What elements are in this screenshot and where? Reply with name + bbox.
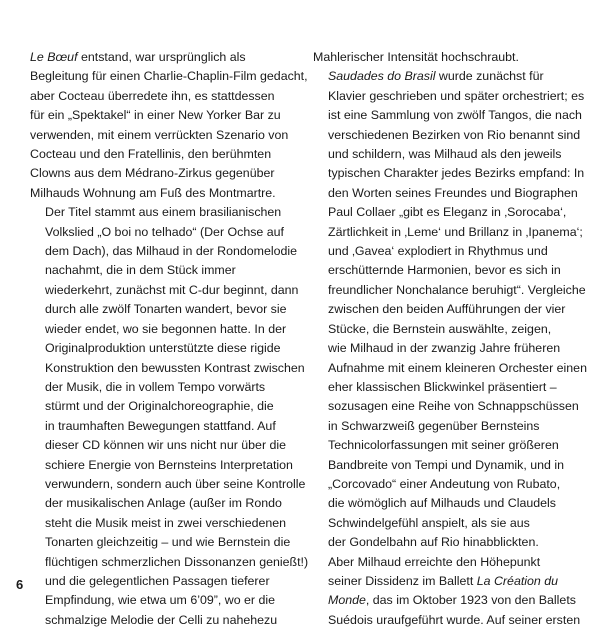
text-run: dieser CD können wir uns nicht nur über die — [45, 438, 287, 453]
text-run: Aber Milhaud erreichte den Höhepunkt — [328, 554, 541, 569]
text-run: zwischen den beiden Aufführungen der vier — [328, 302, 566, 317]
text-run: ist eine Sammlung von zwölf Tangos, die nach — [328, 108, 582, 123]
text-line — [313, 300, 573, 319]
text-run: flüchtigen schmerzlichen Dissonanzen genießt!) — [45, 554, 309, 569]
text-line — [30, 300, 290, 319]
text-line — [313, 261, 573, 280]
paragraph-le-boeuf — [30, 48, 308, 203]
text-run: , das im Oktober 1923 von den Ballets — [365, 593, 576, 608]
italic-title: La Création du — [476, 573, 559, 588]
text-line — [313, 475, 573, 494]
text-line — [30, 378, 290, 397]
text-run: wieder endet, wo sie begonnen hatte. In der — [45, 321, 287, 336]
text-line — [30, 533, 290, 552]
text-run: verschiedenen Bezirken von Rio benannt sind — [328, 127, 581, 142]
text-run: Tonarten gleichzeitig – und wie Bernstein die — [45, 535, 291, 550]
text-run: Volkslied „O boi no telhado“ (Der Ochse auf — [45, 224, 284, 239]
paragraph-titel — [30, 203, 309, 630]
text-run: Milhauds Wohnung am Fuß des Montmartre. — [30, 185, 276, 200]
text-line — [313, 553, 573, 572]
paragraph-continuation — [313, 48, 573, 67]
text-run: Suédois uraufgeführt wurde. Auf seiner ersten — [328, 612, 581, 627]
text-line — [313, 48, 573, 67]
text-run: typischen Charakter jedes Bezirks empfand: In — [328, 166, 585, 181]
text-line — [313, 514, 573, 533]
text-line — [30, 494, 290, 513]
text-line — [313, 494, 573, 513]
text-run: nachahmt, die in dem Stück immer — [45, 263, 236, 278]
text-line — [30, 359, 305, 378]
text-line — [30, 456, 293, 475]
text-run: entstand, war ursprünglich als — [77, 50, 246, 64]
text-run: Begleitung für einen Charlie-Chaplin-Film gedacht, — [30, 69, 308, 84]
italic-title: Le Bœuf — [30, 50, 78, 64]
text-run: dem Dach), das Milhaud in der Rondomelodie — [45, 244, 298, 259]
text-run: den Worten seines Freundes und Biographen — [328, 185, 578, 200]
text-line — [313, 145, 573, 164]
text-run: Zärtlichkeit in ‚Leme‘ und Brillanz in ‚Ipanema‘; — [328, 224, 583, 239]
text-run: in traumhaften Bewegungen stattfand. Auf — [45, 418, 276, 433]
text-line — [313, 67, 573, 86]
italic-title: Monde — [328, 593, 366, 608]
text-line — [30, 417, 290, 436]
text-run: seiner Dissidenz im Ballett — [328, 573, 477, 588]
text-line — [30, 145, 290, 164]
text-run: und ‚Gavea‘ explodiert in Rhythmus und — [328, 244, 548, 259]
text-line — [30, 591, 290, 610]
text-line — [30, 184, 290, 203]
text-line — [313, 106, 582, 125]
text-run: schmalzige Melodie der Celli zu nahehezu — [45, 612, 278, 627]
text-line — [30, 475, 306, 494]
text-run: Empfindung, wie etwa um 6’09”, wo er die — [45, 593, 276, 608]
italic-title: Saudades do Brasil — [328, 69, 436, 84]
text-run: verwundern, sondern auch über seine Kontrolle — [45, 476, 306, 491]
text-run: Schwindelgefühl anspielt, als sie aus — [328, 515, 530, 530]
text-run: Technicolorfassungen mit seiner größeren — [328, 438, 559, 453]
text-run: stürmt und der Originalchoreographie, die — [45, 399, 274, 414]
right-column — [313, 48, 587, 630]
text-line — [30, 126, 290, 145]
text-run: Bandbreite von Tempi und Dynamik, und in — [328, 457, 565, 472]
text-run: steht die Musik meist in zwei verschiedenen — [45, 515, 287, 530]
text-run: die wömöglich auf Milhauds und Claudels — [328, 496, 556, 511]
paragraph-creation — [313, 553, 581, 630]
paragraph-saudades — [313, 67, 587, 552]
text-run: für ein „Spektakel“ in einer New Yorker Bar zu — [30, 108, 281, 123]
text-run: durch alle zwölf Tonarten wandert, bevor sie — [45, 302, 287, 317]
text-line — [30, 106, 290, 125]
text-line — [30, 281, 299, 300]
text-line — [313, 223, 583, 242]
left-column — [30, 48, 309, 630]
text-line — [313, 359, 587, 378]
text-line — [313, 126, 581, 145]
text-run: Aufnahme mit einem kleineren Orchester einen — [328, 360, 587, 375]
text-run: Clowns aus dem Médrano-Zirkus gegenüber — [30, 166, 275, 181]
text-run: Cocteau und den Fratellinis, den berühmten — [30, 147, 272, 162]
text-run: sozusagen eine Reihe von Schnappschüssen — [328, 399, 579, 414]
text-line — [313, 378, 573, 397]
text-run: Stücke, die Bernstein auswählte, zeigen, — [328, 321, 552, 336]
text-run: Konstruktion den bewussten Kontrast zwischen — [45, 360, 305, 375]
text-run: wie Milhaud in der zwanzig Jahre früheren — [328, 341, 561, 356]
text-run: wiederkehrt, zunächst mit C-dur beginnt, dann — [45, 282, 299, 297]
text-line — [30, 67, 308, 86]
text-run: „Corcovado“ einer Andeutung von Rubato, — [328, 476, 561, 491]
text-run: in Schwarzweiß gegenüber Bernsteins — [328, 418, 540, 433]
text-run: freundlicher Nonchalance beruhigt“. Vergleiche — [328, 282, 586, 297]
text-line — [313, 436, 573, 455]
text-line — [30, 261, 290, 280]
text-line — [313, 417, 573, 436]
text-run: erschütternde Harmonien, bevor es sich in — [328, 263, 561, 278]
text-line — [30, 203, 290, 222]
text-run: der Musik, die in vollem Tempo vorwärts — [45, 379, 266, 394]
text-line — [30, 223, 290, 242]
text-line — [30, 553, 309, 572]
text-run: und die gelegentlichen Passagen tieferer — [45, 573, 270, 588]
text-line — [30, 320, 290, 339]
text-line — [313, 456, 573, 475]
text-line — [313, 203, 573, 222]
text-line — [313, 591, 576, 610]
text-run: Mahlerischer Intensität hochschraubt. — [313, 50, 519, 64]
text-run: aber Cocteau überredete ihn, es stattdessen — [30, 88, 275, 103]
text-line — [30, 397, 290, 416]
text-line — [30, 436, 290, 455]
text-line — [313, 281, 586, 300]
text-line — [313, 164, 585, 183]
text-line — [30, 611, 290, 630]
text-run: verwenden, mit einem verrückten Szenario von — [30, 127, 289, 142]
text-run: der Gondelbahn auf Rio hinabblickten. — [328, 535, 539, 550]
text-line — [30, 339, 290, 358]
text-line — [313, 87, 585, 106]
text-line — [313, 242, 573, 261]
text-line — [313, 572, 573, 591]
text-run: Der Titel stammt aus einem brasilianischen — [45, 205, 282, 220]
text-run: und schildern, was Milhaud als den jeweils — [328, 147, 562, 162]
text-line — [313, 184, 578, 203]
text-line — [313, 397, 579, 416]
text-run: eher klassischen Blickwinkel präsentiert – — [328, 379, 557, 394]
text-line — [30, 514, 290, 533]
text-line — [313, 320, 573, 339]
text-line — [30, 87, 290, 106]
text-run: schiere Energie von Bernsteins Interpretation — [45, 457, 293, 472]
text-run: wurde zunächst für — [435, 69, 544, 84]
text-run: der musikalischen Anlage (außer im Rondo — [45, 496, 282, 511]
text-line — [30, 164, 290, 183]
text-run: Paul Collaer „gibt es Eleganz in ‚Sorocaba‘, — [328, 205, 567, 220]
text-line — [30, 572, 290, 591]
text-line — [313, 533, 573, 552]
text-line — [313, 339, 573, 358]
page-number: 6 — [16, 577, 24, 592]
text-run: Originalproduktion unterstützte diese rigide — [45, 341, 281, 356]
text-line — [30, 48, 290, 67]
text-run: Klavier geschrieben und später orchestriert; es — [328, 88, 585, 103]
text-line — [30, 242, 298, 261]
text-line — [313, 611, 581, 630]
